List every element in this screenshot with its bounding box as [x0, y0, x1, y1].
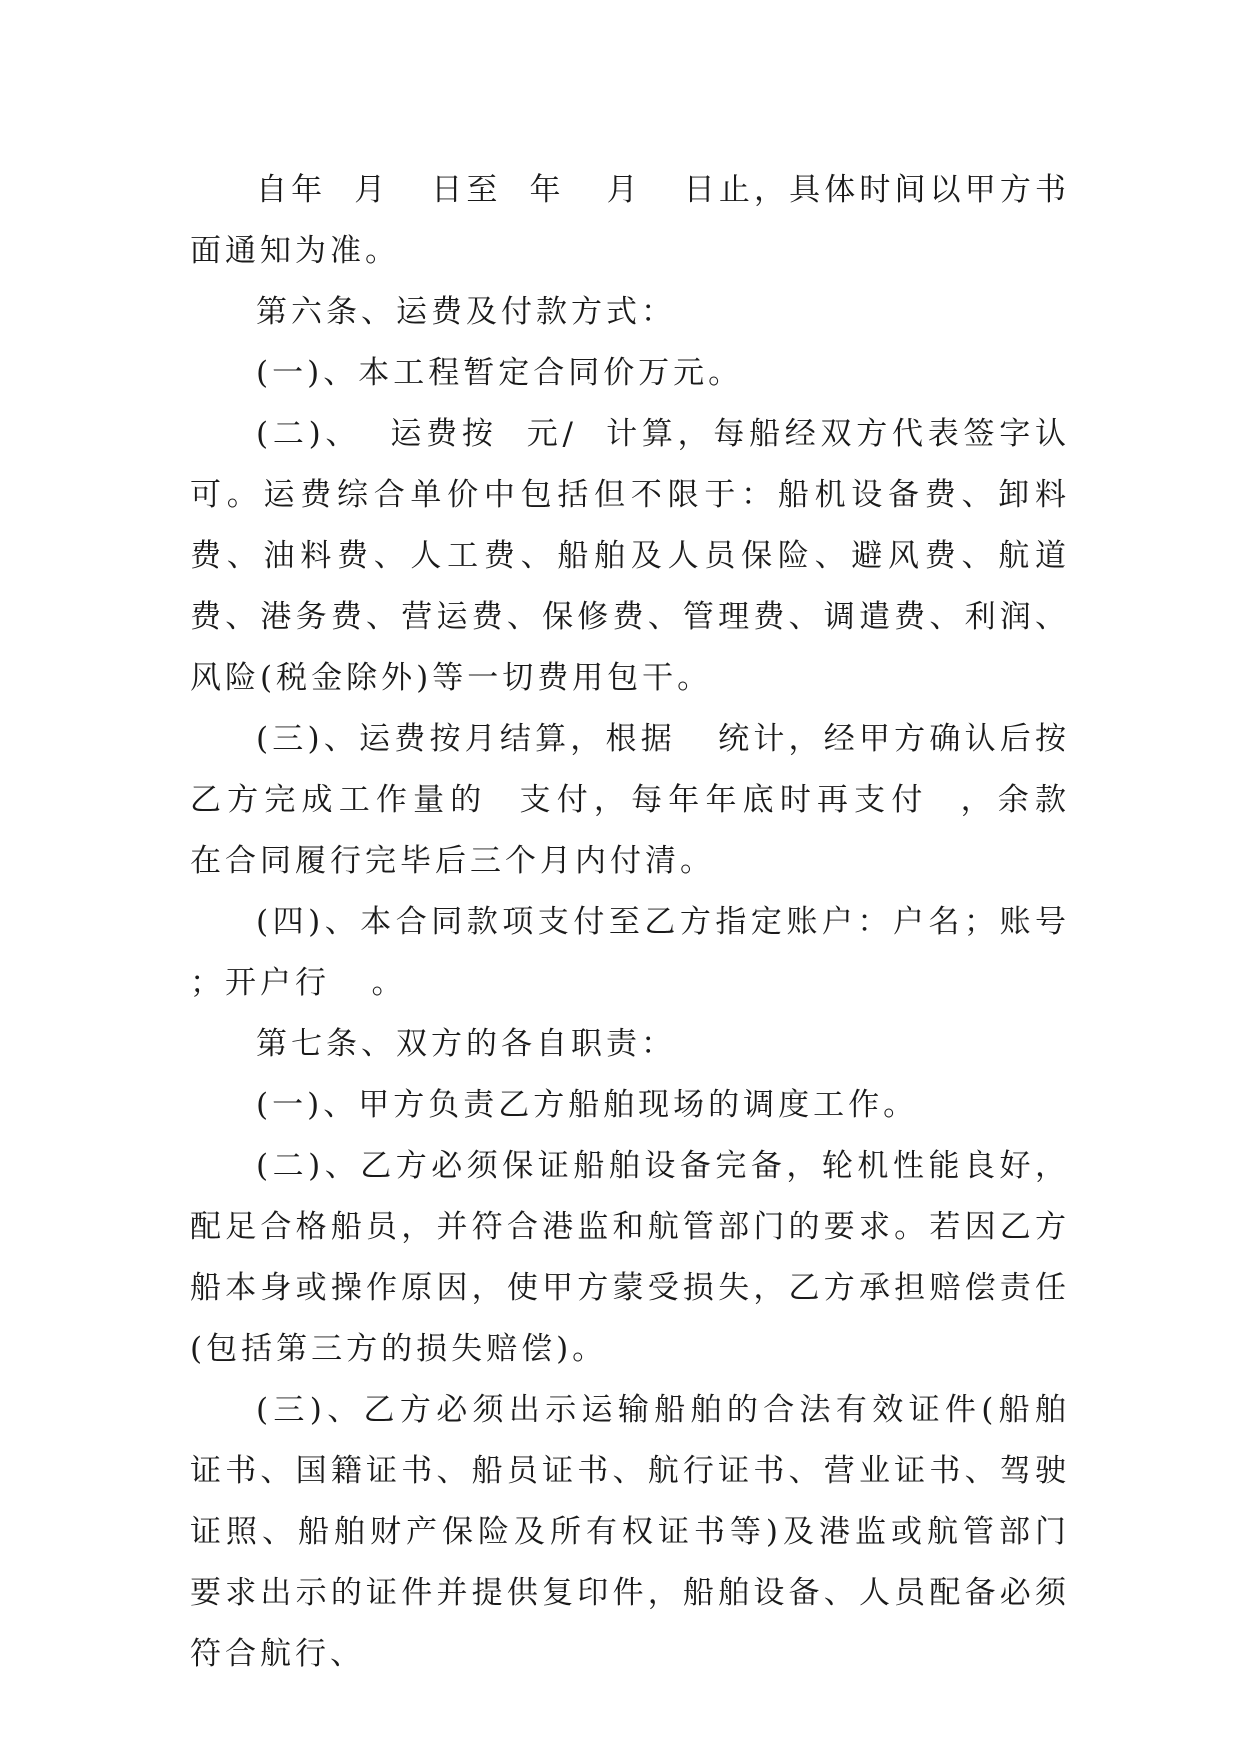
paragraph-article-6-item-4: (四)、本合同款项支付至乙方指定账户：户名；账号 ；开户行 。: [190, 904, 1112, 1001]
paragraph-article-6-item-1: (一)、本工程暂定合同价万元。: [256, 355, 744, 391]
paragraph-article-7-item-3: (三)、乙方必须出示运输船舶的合法有效证件(船舶证书、国籍证书、船员证书、航行证书、营业证书、驾驶证照、船舶财产保险及所有权证书等)及港监或航管部门要求出示的证件并提供复印件，船舶设备、人员配备必须符合航行、: [190, 1392, 1070, 1672]
paragraph-article-6-item-3: (三)、运费按月结算，根据 统计，经甲方确认后按乙方完成工作量的 支付，每年年底时再支付 ，余款 在合同履行完毕后三个月内付清。: [190, 721, 1098, 879]
paragraph-article-6-item-2: (二)、 运费按 元/ 计算，每船经双方代表签字认可。运费综合单价中包括但不限于：船机设备费、卸料费、油料费、人工费、船舶及人员保险、避风费、航道费、港务费、营运费、保修费、管理费、调遣费、利润、风险(税金除外)等一切费用包干。: [190, 416, 1070, 696]
paragraph-article-6-heading: 第六条、运费及付款方式：: [256, 294, 676, 330]
paragraph-article-7-item-1: (一)、甲方负责乙方船舶现场的调度工作。: [256, 1087, 919, 1123]
document-body: [190, 160, 1112, 1685]
paragraph-article-7-item-2: (二)、乙方必须保证船舶设备完备，轮机性能良好，配足合格船员，并符合港监和航管部门的要求。若因乙方船本身或操作原因，使甲方蒙受损失，乙方承担赔偿责任(包括第三方的损失赔偿)。: [190, 1148, 1070, 1367]
paragraph-article-7-heading: 第七条、双方的各自职责：: [256, 1026, 676, 1062]
paragraph-term-period: 自年 月 日至 年 月 日止，具体时间以甲方书面通知为准。: [190, 172, 1070, 269]
